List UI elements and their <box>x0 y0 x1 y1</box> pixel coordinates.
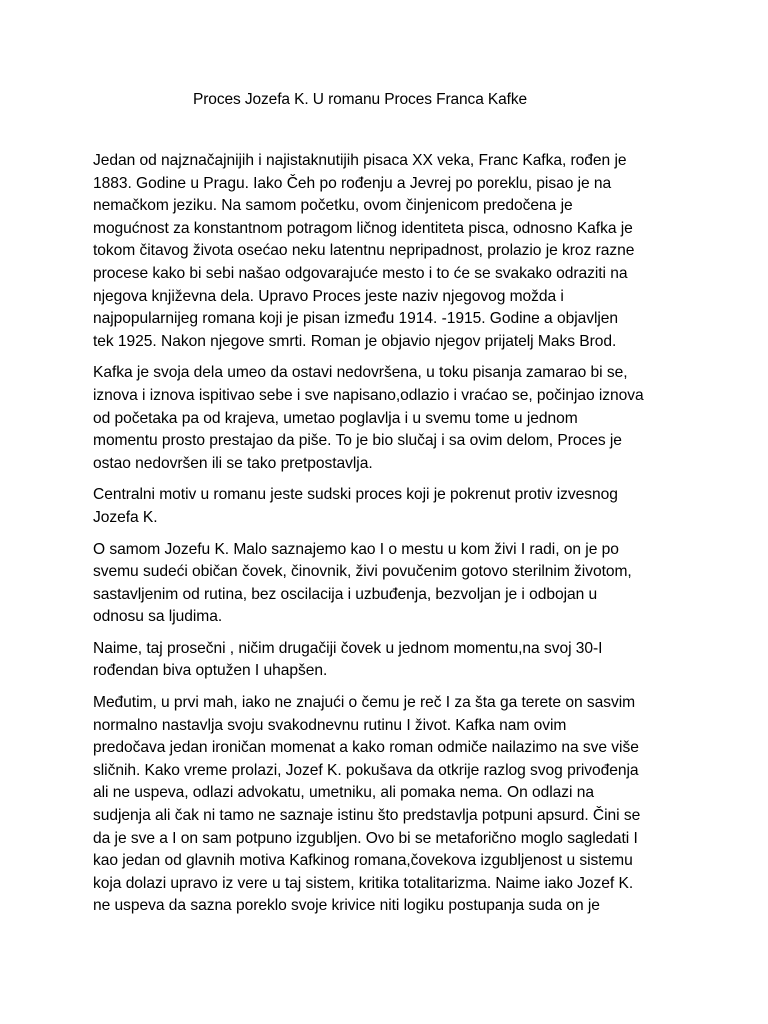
text-line: ostao nedovršen ili se tako pretpostavlja. <box>93 454 373 472</box>
text-line: odnosu sa ljudima. <box>93 608 223 626</box>
text-line: O samom Jozefu K. Malo saznajemo kao I o mestu u kom živi I radi, on je po <box>93 540 619 558</box>
paragraph <box>93 150 678 353</box>
text-line: koja dolazi upravo iz vere u taj sistem, kritika totalitarizma. Naime iako Jozef K. <box>93 874 634 892</box>
paragraph <box>93 539 678 629</box>
paragraph <box>93 362 678 475</box>
text-line: Naime, taj prosečni , ničim drugačiji čovek u jednom momentu,na svoj 30-I <box>93 639 603 657</box>
text-line: Kafka je svoja dela umeo da ostavi nedovršena, u toku pisanja zamarao bi se, <box>93 364 628 382</box>
text-line: sastavljenim od rutina, bez oscilacija i uzbuđenja, bezvoljan je i odbojan u <box>93 585 598 603</box>
text-line: procese kako bi sebi našao odgovarajuće mesto i to će se svakako odraziti na <box>93 264 628 282</box>
paragraph <box>93 692 678 918</box>
text-line: Jedan od najznačajnijih i najistaknutijih pisaca XX veka, Franc Kafka, rođen je <box>93 152 627 169</box>
text-line: kao jedan od glavnih motiva Kafkinog romana,čovekova izgubljenost u sistemu <box>93 852 633 870</box>
paragraph <box>93 638 678 683</box>
text-line: najpopularnijeg romana koji je pisan između 1914. -1915. Godine a objavljen <box>93 310 619 328</box>
text-line: nemačkom jeziku. Na samom početku, ovom činjenicom predočena je <box>93 197 573 215</box>
text-line: svemu sudeći običan čovek, činovnik, živi povučenim gotovo sterilnim životom, <box>93 563 632 581</box>
text-line: Međutim, u prvi mah, iako ne znajući o čemu je reč I za šta ga terete on sasvim <box>93 694 636 712</box>
text-line: rođendan biva optužen I uhapšen. <box>93 662 328 680</box>
text-line: Jozefa K. <box>93 508 158 526</box>
text-line: normalno nastavlja svoju svakodnevnu rutinu I život. Kafka nam ovim <box>93 716 567 734</box>
document-body <box>93 150 678 927</box>
paragraph <box>93 484 678 529</box>
text-line: momentu prosto prestajao da piše. To je bio slučaj i sa ovim delom, Proces je <box>93 432 622 450</box>
text-line: tokom čitavog života osećao neku latentnu nepripadnost, prolazio je kroz razne <box>93 242 635 260</box>
text-line: njegova književna dela. Upravo Proces jeste naziv njegovog možda i <box>93 287 564 305</box>
text-line: ne uspeva da sazna poreklo svoje krivice niti logiku postupanja suda on je <box>93 897 600 915</box>
text-line: mogućnost za konstantnom potragom ličnog identiteta pisca, odnosno Kafka je <box>93 219 633 237</box>
text-line: od početaka pa od krajeva, umetao poglavlja i u svemu tome u jednom <box>93 409 578 427</box>
text-line: iznova i iznova ispitivao sebe i sve napisano,odlazio i vraćao se, počinjao iznova <box>93 386 644 404</box>
text-line: 1883. Godine u Pragu. Iako Čeh po rođenju a Jevrej po poreklu, pisao je na <box>93 174 612 192</box>
text-line: tek 1925. Nakon njegove smrti. Roman je objavio njegov prijatelj Maks Brod. <box>93 332 617 350</box>
document-title: Proces Jozefa K. U romanu Proces Franca Kafke <box>193 91 528 108</box>
text-line: Centralni motiv u romanu jeste sudski proces koji je pokrenut protiv izvesnog <box>93 486 618 504</box>
text-line: predočava jedan ironičan momenat a kako roman odmiče nailazimo na sve više <box>93 739 639 757</box>
text-line: sudjenja ali čak ni tamo ne saznaje istinu što predstavlja potpuni apsurd. Čini se <box>93 807 641 825</box>
text-line: da je sve a I on sam potpuno izgubljen. Ovo bi se metaforično moglo sagledati I <box>93 829 638 847</box>
text-line: sličnih. Kako vreme prolazi, Jozef K. pokušava da otkrije razlog svog privođenja <box>93 761 639 779</box>
text-line: ali ne uspeva, odlazi advokatu, umetniku, ali pomaka nema. On odlazi na <box>93 784 594 802</box>
